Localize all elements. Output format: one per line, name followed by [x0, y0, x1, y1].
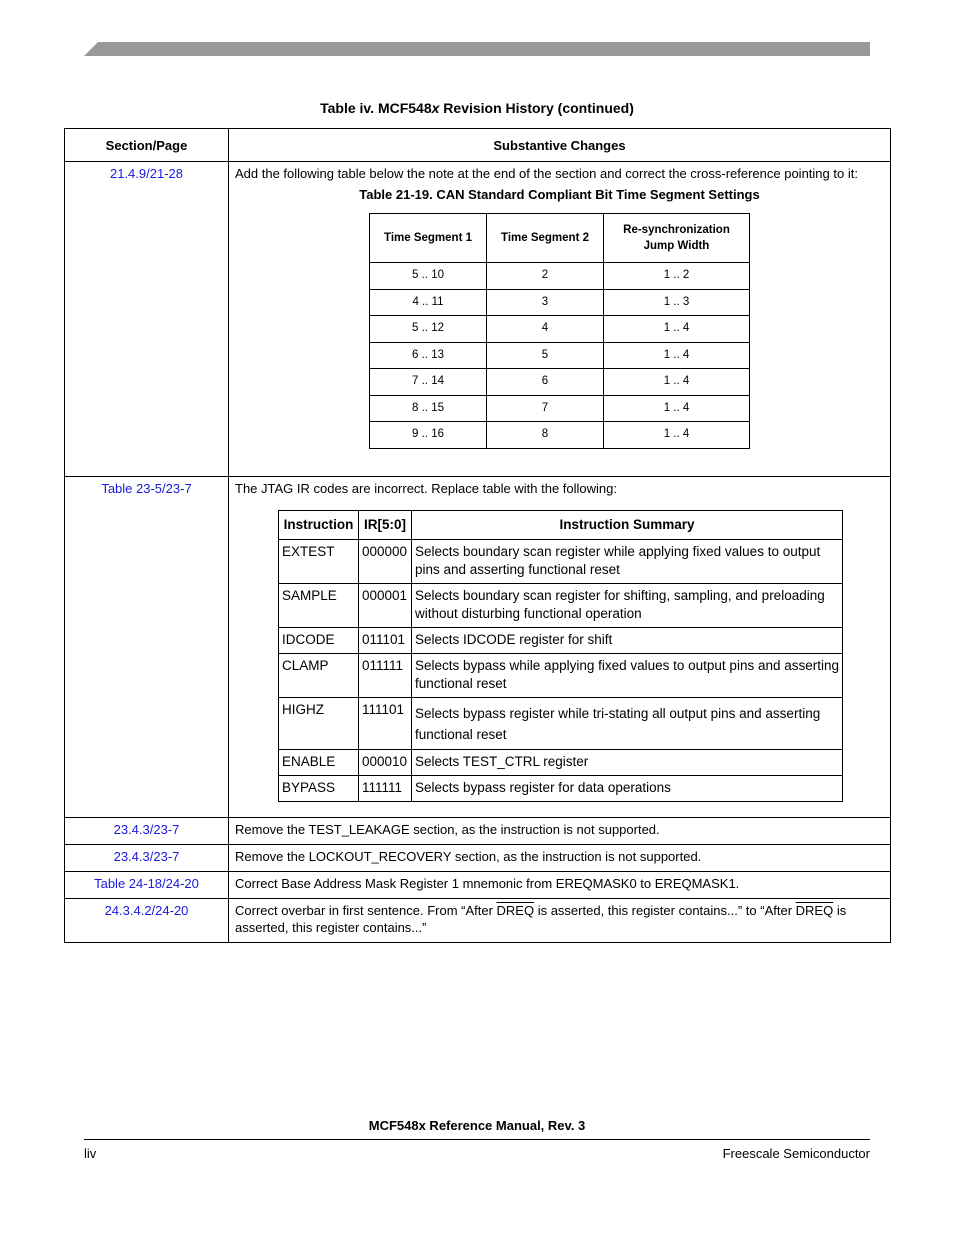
cell: 1 .. 4	[604, 369, 750, 396]
change-text: Remove the TEST_LEAKAGE section, as the instruction is not supported.	[229, 818, 891, 845]
cell: 111111	[359, 776, 412, 802]
cell: BYPASS	[279, 776, 359, 802]
cell: 8	[487, 422, 604, 449]
cell: 000010	[359, 750, 412, 776]
cell: 1 .. 3	[604, 289, 750, 316]
section-link[interactable]: 23.4.3/23-7	[113, 849, 180, 864]
cell: CLAMP	[279, 654, 359, 698]
cell: 5	[487, 342, 604, 369]
table-row	[279, 654, 843, 698]
col-header: IR[5:0]	[359, 511, 412, 540]
cell: 3	[487, 289, 604, 316]
section-link[interactable]: 23.4.3/23-7	[113, 822, 180, 837]
cell: Selects bypass register for data operations	[412, 776, 843, 802]
table-row	[65, 818, 891, 845]
cell: Selects IDCODE register for shift	[412, 628, 843, 654]
cell: IDCODE	[279, 628, 359, 654]
section-page-header: Section/Page	[65, 129, 229, 162]
table-row	[279, 584, 843, 628]
table-row	[279, 540, 843, 584]
cell: 6	[487, 369, 604, 396]
table-row	[370, 342, 750, 369]
col-header: Instruction	[279, 511, 359, 540]
col-header: Time Segment 1	[370, 214, 487, 263]
cell: 1 .. 4	[604, 316, 750, 343]
table-row	[279, 776, 843, 802]
cell: 7	[487, 395, 604, 422]
cell: 9 .. 16	[370, 422, 487, 449]
cell: Selects boundary scan register for shifting, sampling, and preloading without disturbing functional operation	[412, 584, 843, 628]
cell: 4	[487, 316, 604, 343]
can-bit-time-table	[369, 213, 750, 449]
table-row	[370, 316, 750, 343]
change-text: Add the following table below the note at the end of the section and correct the cross-reference pointing to it:	[235, 166, 858, 181]
cell: 111101	[359, 698, 412, 750]
can-table-title: Table 21-19. CAN Standard Compliant Bit Time Segment Settings	[359, 187, 760, 202]
cell: 1 .. 4	[604, 395, 750, 422]
cell: 1 .. 2	[604, 263, 750, 290]
cell: HIGHZ	[279, 698, 359, 750]
table-row	[279, 628, 843, 654]
cell: 1 .. 4	[604, 422, 750, 449]
table-row	[65, 872, 891, 899]
overbar-signal: DREQ	[496, 903, 535, 918]
company-name: Freescale Semiconductor	[722, 1146, 870, 1161]
table-header-row	[65, 129, 891, 162]
header-bar	[84, 42, 870, 56]
cell: EXTEST	[279, 540, 359, 584]
cell: SAMPLE	[279, 584, 359, 628]
overbar-signal: DREQ	[795, 903, 834, 918]
cell: 1 .. 4	[604, 342, 750, 369]
table-row	[65, 899, 891, 943]
cell: Selects TEST_CTRL register	[412, 750, 843, 776]
substantive-changes-header: Substantive Changes	[229, 129, 891, 162]
cell: 5 .. 10	[370, 263, 487, 290]
cell: Selects boundary scan register while applying fixed values to output pins and asserting functional reset	[412, 540, 843, 584]
section-link[interactable]: Table 23-5/23-7	[101, 481, 192, 496]
cell: 000001	[359, 584, 412, 628]
table-row	[370, 422, 750, 449]
cell: 011101	[359, 628, 412, 654]
cell: 000000	[359, 540, 412, 584]
change-text: Correct Base Address Mask Register 1 mnemonic from EREQMASK0 to EREQMASK1.	[229, 872, 891, 899]
table-row	[370, 369, 750, 396]
cell: ENABLE	[279, 750, 359, 776]
change-text: Correct overbar in first sentence. From “After DREQ is asserted, this register contains...” to “After DREQ is asserted, this register contains...”	[229, 899, 891, 943]
col-header: Re-synchronization Jump Width	[604, 214, 750, 263]
table-row	[370, 263, 750, 290]
cell: Selects bypass register while tri-stating all output pins and asserting functional reset	[412, 698, 843, 750]
cell: 6 .. 13	[370, 342, 487, 369]
section-link[interactable]: 24.3.4.2/24-20	[104, 903, 189, 918]
cell: 4 .. 11	[370, 289, 487, 316]
col-header: Instruction Summary	[412, 511, 843, 540]
jtag-ir-table	[278, 510, 843, 802]
section-link[interactable]: Table 24-18/24-20	[94, 876, 199, 891]
cell: 011111	[359, 654, 412, 698]
table-row	[65, 845, 891, 872]
table-row	[279, 750, 843, 776]
col-header: Time Segment 2	[487, 214, 604, 263]
cell: 7 .. 14	[370, 369, 487, 396]
table-row	[370, 289, 750, 316]
table-row	[279, 698, 843, 750]
revision-history-table	[64, 128, 891, 943]
cell: Selects bypass while applying fixed values to output pins and asserting functional reset	[412, 654, 843, 698]
page-number: liv	[84, 1146, 97, 1161]
cell: 2	[487, 263, 604, 290]
table-row	[370, 395, 750, 422]
cell: 8 .. 15	[370, 395, 487, 422]
section-link[interactable]: 21.4.9/21-28	[109, 166, 183, 181]
change-text: The JTAG IR codes are incorrect. Replace table with the following:	[235, 481, 617, 496]
table-row	[65, 477, 891, 818]
footer-divider	[84, 1139, 870, 1140]
footer-title: MCF548x Reference Manual, Rev. 3	[368, 1118, 586, 1133]
change-text: Remove the LOCKOUT_RECOVERY section, as the instruction is not supported.	[229, 845, 891, 872]
table-title: Table iv. MCF548x Revision History (continued)	[320, 100, 634, 116]
cell: 5 .. 12	[370, 316, 487, 343]
table-row	[65, 162, 891, 477]
